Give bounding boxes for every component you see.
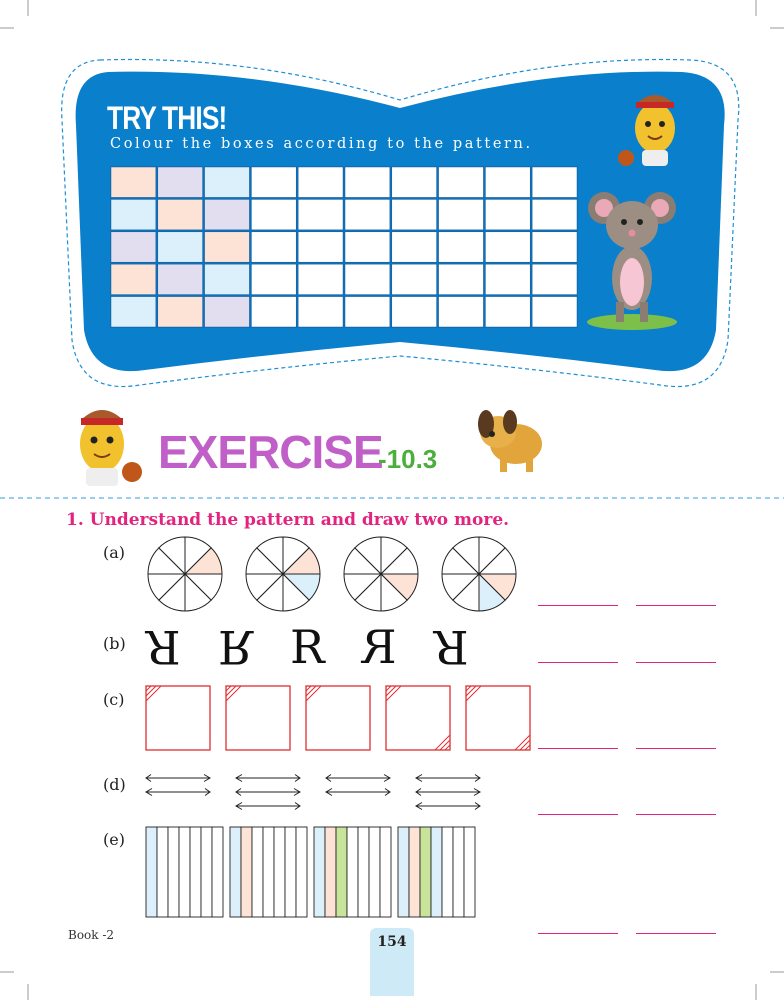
pattern-square <box>226 686 290 750</box>
pattern-square <box>146 686 210 750</box>
question-1-text: 1. Understand the pattern and draw two more. <box>66 510 510 530</box>
part-d-label: (d) <box>103 775 126 794</box>
grid-cell[interactable] <box>485 296 530 327</box>
grid-cell[interactable] <box>204 264 249 295</box>
grid-cell[interactable] <box>485 167 530 198</box>
grid-cell[interactable] <box>158 296 203 327</box>
part-a-circles <box>140 532 530 616</box>
grid-cell[interactable] <box>204 296 249 327</box>
grid-cell[interactable] <box>204 167 249 198</box>
grid-cell[interactable] <box>111 167 156 198</box>
pattern-square <box>306 686 370 750</box>
grid-cell[interactable] <box>345 199 390 230</box>
grid-cell[interactable] <box>345 296 390 327</box>
grid-cell[interactable] <box>485 199 530 230</box>
grid-cell[interactable] <box>392 199 437 230</box>
pattern-square <box>466 686 530 750</box>
section-divider <box>0 496 784 500</box>
pattern-letter: R <box>218 620 253 674</box>
pattern-circle <box>246 537 320 611</box>
grid-cell[interactable] <box>392 264 437 295</box>
exercise-word: EXERCISE <box>158 426 383 478</box>
pattern-circle <box>344 537 418 611</box>
grid-cell[interactable] <box>392 167 437 198</box>
part-c-squares <box>140 680 540 756</box>
grid-cell[interactable] <box>111 264 156 295</box>
pattern-circle <box>148 537 222 611</box>
pattern-letter: R <box>290 620 325 674</box>
exercise-number: -10.3 <box>378 444 438 474</box>
grid-cell[interactable] <box>111 232 156 263</box>
arrow-group <box>416 775 480 810</box>
pattern-letter: R <box>146 620 181 674</box>
answer-blank[interactable] <box>636 814 716 815</box>
grid-cell[interactable] <box>345 264 390 295</box>
part-e-bars <box>140 824 490 920</box>
grid-cell[interactable] <box>345 167 390 198</box>
grid-cell[interactable] <box>158 167 203 198</box>
grid-cell[interactable] <box>298 199 343 230</box>
grid-cell[interactable] <box>438 232 483 263</box>
answer-blank[interactable] <box>636 605 716 606</box>
grid-cell[interactable] <box>251 199 296 230</box>
pattern-bar <box>146 827 223 917</box>
answer-blank[interactable] <box>538 748 618 749</box>
grid-cell[interactable] <box>485 232 530 263</box>
pattern-circle <box>442 537 516 611</box>
part-c-label: (c) <box>103 690 125 709</box>
answer-blank[interactable] <box>636 933 716 934</box>
pattern-bar <box>398 827 475 917</box>
grid-cell[interactable] <box>485 264 530 295</box>
grid-cell[interactable] <box>532 264 577 295</box>
grid-cell[interactable] <box>392 296 437 327</box>
part-b-letters <box>146 620 476 674</box>
arrow-group <box>326 775 390 796</box>
grid-cell[interactable] <box>532 232 577 263</box>
grid-cell[interactable] <box>532 296 577 327</box>
answer-blank[interactable] <box>538 933 618 934</box>
grid-cell[interactable] <box>298 232 343 263</box>
boy-character-illustration <box>80 410 142 486</box>
grid-cell[interactable] <box>392 232 437 263</box>
answer-blank[interactable] <box>538 814 618 815</box>
grid-cell[interactable] <box>251 232 296 263</box>
answer-blank[interactable] <box>636 748 716 749</box>
part-e-label: (e) <box>103 830 125 849</box>
pattern-square <box>386 686 450 750</box>
grid-cell[interactable] <box>345 232 390 263</box>
answer-blank[interactable] <box>538 662 618 663</box>
try-this-instruction: Colour the boxes according to the pattern. <box>110 136 533 152</box>
grid-cell[interactable] <box>158 264 203 295</box>
try-this-title: TRY THIS! <box>107 100 227 136</box>
grid-cell[interactable] <box>251 167 296 198</box>
grid-cell[interactable] <box>251 296 296 327</box>
pattern-letter: R <box>434 620 469 674</box>
pattern-bar <box>314 827 391 917</box>
arrow-group <box>236 775 300 810</box>
grid-cell[interactable] <box>438 264 483 295</box>
grid-cell[interactable] <box>298 296 343 327</box>
dog-character-illustration <box>478 410 542 472</box>
arrow-group <box>146 775 210 796</box>
answer-blank[interactable] <box>538 605 618 606</box>
grid-cell[interactable] <box>251 264 296 295</box>
grid-cell[interactable] <box>532 199 577 230</box>
part-d-arrows <box>140 768 500 818</box>
pattern-letter: R <box>362 620 397 674</box>
part-b-label: (b) <box>103 634 126 653</box>
grid-cell[interactable] <box>111 296 156 327</box>
grid-cell[interactable] <box>298 167 343 198</box>
exercise-heading <box>60 402 560 492</box>
grid-cell[interactable] <box>158 199 203 230</box>
pattern-bar <box>230 827 307 917</box>
colour-grid <box>110 166 578 328</box>
grid-cell[interactable] <box>298 264 343 295</box>
grid-cell[interactable] <box>532 167 577 198</box>
grid-cell[interactable] <box>438 167 483 198</box>
grid-cell[interactable] <box>158 232 203 263</box>
grid-cell[interactable] <box>204 232 249 263</box>
grid-cell[interactable] <box>111 199 156 230</box>
part-a-label: (a) <box>103 543 126 562</box>
grid-cell[interactable] <box>438 296 483 327</box>
page-number: 154 <box>377 934 407 950</box>
grid-cell[interactable] <box>204 199 249 230</box>
grid-cell[interactable] <box>438 199 483 230</box>
answer-blank[interactable] <box>636 662 716 663</box>
book-label: Book -2 <box>68 928 115 942</box>
